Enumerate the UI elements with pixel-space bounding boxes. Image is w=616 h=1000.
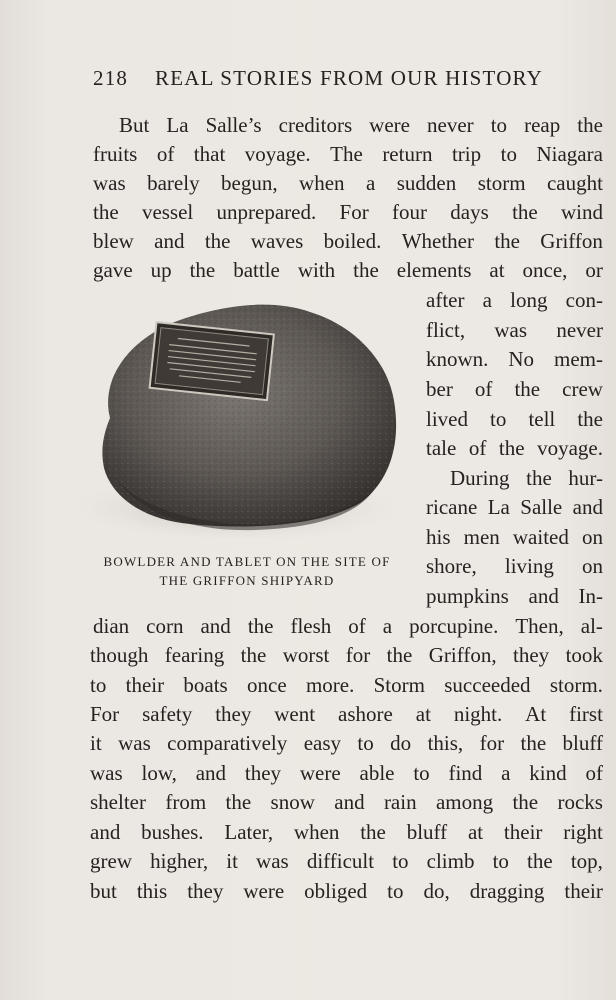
word: went — [274, 702, 316, 726]
word: In- — [578, 584, 603, 608]
word: their — [125, 673, 165, 697]
word: was — [494, 318, 528, 342]
text-line-13 — [450, 463, 603, 493]
boulder-image — [70, 298, 400, 538]
text-line-21 — [90, 699, 603, 729]
word: his — [426, 525, 451, 549]
text-line-9 — [426, 344, 603, 374]
word: able — [359, 761, 395, 785]
word: worst — [282, 643, 330, 667]
text-line-10 — [426, 374, 603, 404]
boulder-illustration — [70, 298, 400, 538]
word: barely — [147, 171, 200, 195]
word: to — [392, 849, 409, 873]
word: blew — [93, 229, 134, 253]
word: return — [382, 142, 433, 166]
word: battle — [233, 258, 280, 282]
word: of — [585, 761, 603, 785]
word: at — [467, 820, 484, 844]
word: difficult — [306, 849, 375, 873]
word: trip — [451, 142, 482, 166]
word: to — [490, 407, 507, 431]
word: succeeded — [444, 673, 531, 697]
word: higher, — [150, 849, 209, 873]
word: fearing — [164, 643, 225, 667]
word: waves — [250, 229, 304, 253]
word: But — [119, 113, 150, 137]
word: waited — [512, 525, 569, 549]
running-head — [93, 66, 575, 94]
word: ashore — [338, 702, 393, 726]
text-line-18 — [93, 611, 603, 641]
text-line-25 — [90, 817, 603, 847]
word: rain — [383, 790, 417, 814]
word: porcupine. — [409, 614, 499, 638]
word: reap — [524, 113, 561, 137]
word: living — [504, 554, 554, 578]
bronze-tablet — [150, 322, 274, 400]
word: night. — [453, 702, 503, 726]
word: they — [513, 643, 550, 667]
text-line-12 — [426, 433, 603, 463]
text-line-6 — [93, 255, 603, 285]
text-line-2 — [93, 139, 603, 169]
text-line-19 — [90, 640, 603, 670]
word: took — [565, 643, 603, 667]
word: first — [569, 702, 603, 726]
word: at — [415, 702, 431, 726]
word: creditors — [278, 113, 353, 137]
word: comparatively — [167, 731, 288, 755]
word: do, — [423, 879, 450, 903]
figure-caption-line-1: BOWLDER AND TABLET ON THE SITE OF — [103, 554, 391, 569]
word: after — [426, 288, 465, 312]
word: with — [297, 258, 336, 282]
word: it — [90, 731, 102, 755]
word: the — [189, 258, 216, 282]
word: were — [299, 761, 341, 785]
word: right — [563, 820, 603, 844]
word: grew — [90, 849, 132, 873]
word: though — [90, 643, 149, 667]
word: were — [369, 113, 410, 137]
word: the — [520, 731, 547, 755]
word: but — [90, 879, 117, 903]
word: known. — [426, 347, 489, 371]
word: or — [585, 258, 603, 282]
word: men — [463, 525, 500, 549]
text-line-22 — [90, 728, 603, 758]
word: shelter — [90, 790, 146, 814]
word: the — [577, 113, 603, 137]
word: Salle’s — [205, 113, 262, 137]
text-line-24 — [90, 787, 603, 817]
word: the — [526, 466, 552, 490]
word: the — [577, 407, 603, 431]
text-line-23 — [90, 758, 603, 788]
word: Niagara — [536, 142, 603, 166]
word: Griffon, — [428, 643, 497, 667]
text-line-11 — [426, 404, 603, 434]
word: tale — [426, 436, 457, 460]
word: a — [501, 761, 511, 785]
word: and — [90, 820, 121, 844]
text-line-16 — [426, 551, 603, 581]
word: on — [581, 525, 603, 549]
word: they — [244, 761, 282, 785]
word: crew — [562, 377, 603, 401]
word: dian — [93, 614, 130, 638]
word: on — [581, 554, 603, 578]
word: the — [494, 229, 520, 253]
word: Later, — [224, 820, 274, 844]
word: for — [345, 643, 371, 667]
word: La — [487, 495, 510, 519]
word: Storm — [373, 673, 425, 697]
word: the — [514, 377, 541, 401]
word: the — [498, 436, 525, 460]
word: was — [118, 731, 151, 755]
text-line-4 — [93, 197, 603, 227]
word: obliged — [304, 879, 368, 903]
word: a — [382, 614, 393, 638]
word: and — [528, 584, 559, 608]
word: elements — [396, 258, 472, 282]
word: flict, — [426, 318, 466, 342]
word: their — [564, 879, 603, 903]
page-number: 218 — [93, 66, 129, 90]
word: fruits — [93, 142, 138, 166]
word: and — [334, 790, 365, 814]
word: of — [348, 614, 366, 638]
word: ricane — [426, 495, 478, 519]
word: long — [510, 288, 548, 312]
word: mem- — [554, 347, 603, 371]
word: when — [293, 820, 340, 844]
word: storm — [477, 171, 526, 195]
word: sudden — [396, 171, 457, 195]
word: to — [357, 731, 374, 755]
word: al- — [580, 614, 603, 638]
text-line-17 — [426, 581, 603, 611]
word: snow — [270, 790, 315, 814]
word: the — [353, 258, 379, 282]
word: they — [215, 702, 252, 726]
word: of — [474, 377, 493, 401]
text-line-3 — [93, 168, 603, 198]
word: of — [468, 436, 487, 460]
text-line-26 — [90, 846, 603, 876]
word: to — [492, 849, 509, 873]
word: the — [527, 849, 553, 873]
text-line-20 — [90, 670, 603, 700]
word: No — [508, 347, 535, 371]
word: gave — [93, 258, 133, 282]
word: bluff — [406, 820, 448, 844]
word: caught — [546, 171, 603, 195]
word: to — [387, 879, 404, 903]
word: days — [450, 200, 489, 224]
word: voyage. — [537, 436, 603, 460]
word: bluff — [562, 731, 603, 755]
word: the — [225, 790, 252, 814]
word: unprepared. — [216, 200, 317, 224]
word: tell — [528, 407, 556, 431]
word: it — [226, 849, 238, 873]
word: was — [93, 171, 126, 195]
word: a — [482, 288, 492, 312]
word: For — [90, 702, 120, 726]
figure-caption-line-2: THE GRIFFON SHIPYARD — [159, 573, 335, 588]
word: La — [166, 113, 189, 137]
word: the — [386, 643, 413, 667]
word: and — [154, 229, 185, 253]
word: once, — [522, 258, 568, 282]
word: the — [204, 229, 231, 253]
word: was — [256, 849, 289, 873]
word: For — [339, 200, 369, 224]
text-line-5 — [93, 226, 603, 256]
word: Salle — [520, 495, 563, 519]
word: shore, — [426, 554, 477, 578]
word: to — [90, 673, 107, 697]
word: to — [500, 142, 517, 166]
word: Whether — [401, 229, 474, 253]
word: the — [93, 200, 119, 224]
word: to — [490, 113, 508, 137]
word: were — [243, 879, 285, 903]
word: con- — [565, 288, 603, 312]
word: flesh — [290, 614, 332, 638]
word: and — [572, 495, 603, 519]
word: never — [556, 318, 603, 342]
word: from — [165, 790, 207, 814]
text-line-27 — [90, 876, 603, 906]
text-line-8 — [426, 315, 603, 345]
word: to — [413, 761, 430, 785]
word: lived — [426, 407, 468, 431]
word: of — [156, 142, 175, 166]
word: the — [360, 820, 386, 844]
word: begun, — [221, 171, 278, 195]
text-line-15 — [426, 522, 603, 552]
word: a — [365, 171, 376, 195]
word: During — [450, 466, 510, 490]
word: among — [435, 790, 494, 814]
word: vessel — [141, 200, 194, 224]
word: four — [392, 200, 427, 224]
word: that — [193, 142, 226, 166]
word: more. — [305, 673, 355, 697]
word: kind — [529, 761, 567, 785]
word: boats — [183, 673, 228, 697]
word: wind — [561, 200, 603, 224]
word: the — [512, 200, 538, 224]
text-line-7 — [426, 285, 603, 315]
word: climb — [426, 849, 475, 873]
word: for — [479, 731, 505, 755]
word: Then, — [515, 614, 564, 638]
word: top, — [570, 849, 603, 873]
word: bushes. — [141, 820, 204, 844]
word: up — [150, 258, 172, 282]
word: hur- — [568, 466, 603, 490]
word: was — [90, 761, 123, 785]
text-line-14 — [426, 492, 603, 522]
word: The — [330, 142, 363, 166]
word: voyage. — [244, 142, 311, 166]
word: storm. — [549, 673, 603, 697]
word: never — [427, 113, 474, 137]
word: do — [390, 731, 412, 755]
word: their — [503, 820, 543, 844]
word: once — [247, 673, 287, 697]
word: they — [187, 879, 224, 903]
word: at — [489, 258, 505, 282]
word: find — [448, 761, 483, 785]
word: ber — [426, 377, 453, 401]
word: rocks — [557, 790, 603, 814]
word: easy — [303, 731, 342, 755]
word: safety — [142, 702, 193, 726]
book-title: REAL STORIES FROM OUR HISTORY — [155, 66, 543, 90]
word: and — [200, 614, 231, 638]
word: this, — [427, 731, 464, 755]
word: pumpkins — [426, 584, 509, 608]
word: low, — [141, 761, 177, 785]
word: and — [195, 761, 227, 785]
word: boiled. — [323, 229, 382, 253]
word: this — [136, 879, 168, 903]
word: corn — [146, 614, 184, 638]
word: the — [512, 790, 539, 814]
word: the — [240, 643, 267, 667]
word: when — [299, 171, 345, 195]
word: Griffon — [540, 229, 603, 253]
word: At — [525, 702, 547, 726]
word: dragging — [469, 879, 545, 903]
text-line-1 — [119, 110, 603, 140]
word: the — [247, 614, 274, 638]
